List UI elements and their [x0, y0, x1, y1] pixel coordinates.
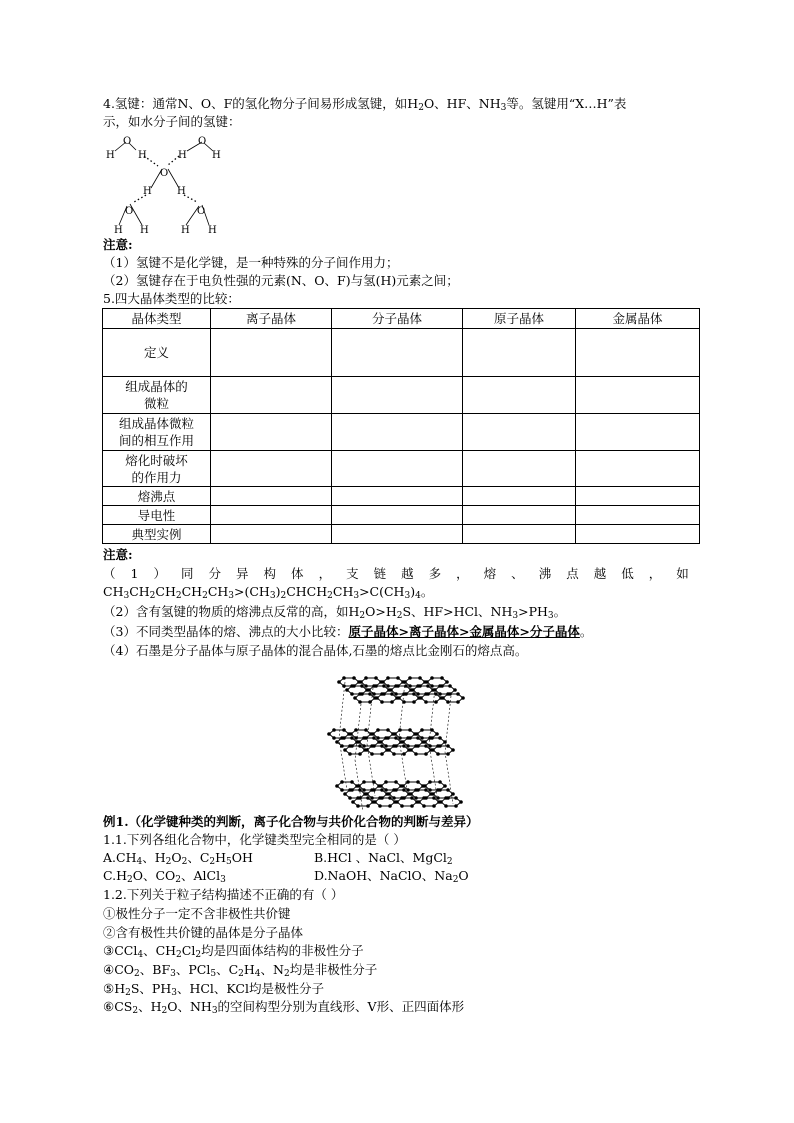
crystal-title: 5.四大晶体类型的比较：: [103, 291, 240, 306]
table-row: [103, 506, 700, 525]
option-b: B.HCl 、NaCl、MgCl$_2$: [314, 850, 453, 867]
row-label: 熔沸点: [103, 487, 211, 506]
svg-text:H: H: [106, 150, 115, 161]
table-header-cell: 金属晶体: [576, 309, 700, 329]
statement-6: $⑥CS_2$、$H_2O$、$NH_3$的空间构型分别为直线形、V形、正四面体形: [103, 999, 465, 1016]
atom-labels: [106, 136, 221, 236]
crystal-note-4: （4）石墨是分子晶体与原子晶体的混合晶体,石墨的熔点比金刚石的熔点高。: [103, 643, 528, 658]
crystal-note-3: （3）不同类型晶体的熔、沸点的大小比较：原子晶体>离子晶体>金属晶体>分子晶体。: [103, 624, 593, 639]
svg-text:H: H: [138, 150, 147, 161]
row-label: 导电性: [103, 506, 211, 525]
hbond-note-2: （2）氢键存在于电负性强的元素(N、O、F)与氢(H)元素之间；: [103, 273, 459, 288]
row-label: 组成晶体微粒 间的相互作用: [103, 414, 211, 451]
row-label: 熔化时破坏 的作用力: [103, 451, 211, 487]
crystal-comparison-table: [102, 308, 700, 544]
svg-text:H: H: [212, 150, 221, 161]
statement-4: $④CO_2$、$BF_3$、PCl$_5$、$C_2H_4$、$N_2$均是非极性分子: [103, 962, 378, 979]
row-label: 定义: [103, 329, 211, 377]
table-row: [103, 451, 700, 487]
table-header-cell: 离子晶体: [211, 309, 332, 329]
svg-text:O: O: [198, 136, 207, 147]
table-row: [103, 377, 700, 414]
water-hydrogen-bond-diagram: [100, 132, 230, 236]
svg-text:H: H: [114, 225, 123, 236]
statement-2: ②含有极性共价键的晶体是分子晶体: [103, 925, 304, 940]
svg-text:H: H: [181, 225, 190, 236]
table-header-cell: 晶体类型: [103, 309, 211, 329]
svg-text:H: H: [208, 225, 217, 236]
question-2-stem: 1.2.下列关于粒子结构描述不正确的有（ ）: [103, 887, 344, 902]
graphite-structure-image: [325, 668, 470, 810]
statement-1: ①极性分子一定不含非极性共价键: [103, 906, 291, 921]
crystal-note-title: 注意:: [103, 547, 133, 562]
row-label: 典型实例: [103, 525, 211, 544]
statement-5: $⑤H_2S$、$PH_3$、HCl、KCl均是极性分子: [103, 981, 324, 998]
hbond-line-2: 示，如水分子间的氢键：: [103, 114, 241, 129]
crystal-note-1: （ 1 ） 同 分 异 构 体 ， 支 链 越 多 ， 熔 、 沸 点 越 低 ， 如: [103, 566, 689, 581]
table-row: [103, 329, 700, 377]
svg-text:H: H: [177, 186, 186, 197]
svg-text:O: O: [125, 206, 134, 217]
table-header-row: [103, 309, 700, 329]
option-a: $A.CH_4$、$H_2O_2$、$C_2H_5OH$: [103, 850, 253, 867]
row-label: 组成晶体的 微粒: [103, 377, 211, 414]
hbond-line-1: 4.氢键：通常N、O、F的氢化物分子间易形成氢键，如$H_2O$、HF、$NH_3$等。氢键用“X…H”表: [103, 96, 627, 113]
table-row: [103, 487, 700, 506]
svg-text:H: H: [178, 150, 187, 161]
question-1-stem: 1.1.下列各组化合物中，化学键类型完全相同的是（ ）: [103, 832, 406, 847]
svg-text:O: O: [197, 206, 206, 217]
hbond-note-1: （1）氢键不是化学键，是一种特殊的分子间作用力；: [103, 255, 399, 270]
table-header-cell: 分子晶体: [332, 309, 463, 329]
svg-text:H: H: [140, 225, 149, 236]
table-header-cell: 原子晶体: [463, 309, 576, 329]
crystal-note-1-formula: $CH_3CH_2CH_2CH_2CH_3>(CH_3)_2CHCH_2CH_3>C(CH_3)_4$。: [103, 584, 434, 601]
hbond-note-title: 注意:: [103, 237, 133, 252]
table-row: [103, 414, 700, 451]
option-c: $C.H_2O$、$CO_2$、AlCl$_3$: [103, 868, 226, 885]
example-title: 例1.（化学键种类的判断，离子化合物与共价化合物的判断与差异）: [103, 814, 479, 829]
svg-text:O: O: [160, 168, 169, 179]
statement-3: ③CCl$_4$、$CH_2Cl_2$均是四面体结构的非极性分子: [103, 943, 364, 960]
option-d: D.NaOH、NaClO、$Na_2O$: [314, 868, 469, 885]
crystal-note-2: （2）含有氢键的物质的熔沸点反常的高，如$H_2O>H_2S$、HF>HCl、$NH_3>PH_3$。: [103, 604, 567, 621]
svg-text:O: O: [123, 136, 132, 147]
table-row: [103, 525, 700, 544]
svg-text:H: H: [143, 186, 152, 197]
